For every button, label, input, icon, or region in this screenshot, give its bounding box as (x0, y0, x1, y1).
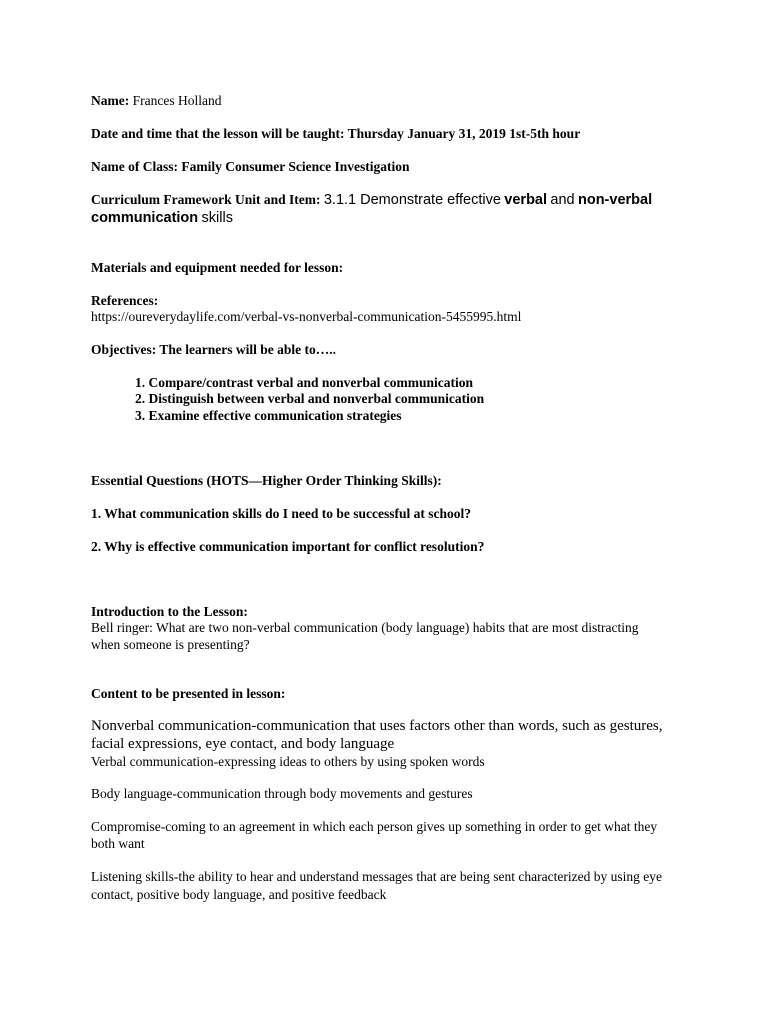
objectives-label: Objectives: The learners will be able to….. (91, 342, 336, 357)
content-listening-line: Listening skills-the ability to hear and understand messages that are being sent characterized by using eye (91, 869, 662, 884)
objective-item: 1. Compare/contrast verbal and nonverbal communication (135, 375, 473, 390)
content-verbal-line: Verbal communication-expressing ideas to others by using spoken words (91, 754, 485, 769)
curriculum-code-text: 3.1.1 Demonstrate effective (323, 192, 501, 208)
introduction-label: Introduction to the Lesson: (91, 604, 248, 619)
references-url: https://oureverydaylife.com/verbal-vs-nonverbal-communication-5455995.html (91, 309, 522, 324)
content-body-language-line: Body language-communication through body movements and gestures (91, 786, 473, 801)
references-label: References: (91, 293, 159, 308)
name-row (91, 92, 221, 109)
content-nonverbal-line: facial expressions, eye contact, and body language (91, 736, 395, 752)
name-label: Name: (91, 93, 130, 108)
curriculum-and: and (550, 192, 575, 208)
essential-question-item: 2. Why is effective communication important for conflict resolution? (91, 539, 485, 554)
class-name-value: Family Consumer Science Investigation (181, 159, 410, 174)
curriculum-verbal: verbal (504, 192, 548, 208)
date-time-row (91, 125, 580, 142)
curriculum-nonverbal: non-verbal (577, 192, 653, 208)
content-label: Content to be presented in lesson: (91, 686, 286, 701)
curriculum-communication: communication (91, 210, 199, 226)
introduction-text-line: Bell ringer: What are two non-verbal communication (body language) habits that are most distracting (91, 620, 639, 635)
essential-questions-label: Essential Questions (HOTS—Higher Order Thinking Skills): (91, 473, 442, 488)
objective-item: 2. Distinguish between verbal and nonverbal communication (135, 391, 485, 406)
objective-item: 3. Examine effective communication strategies (135, 408, 402, 423)
curriculum-row (91, 191, 652, 209)
curriculum-skills: skills (201, 210, 233, 226)
class-name-row (91, 158, 410, 175)
content-listening-line: contact, positive body language, and positive feedback (91, 887, 387, 902)
curriculum-row-2 (91, 209, 233, 227)
content-nonverbal-line: Nonverbal communication-communication that uses factors other than words, such as gestures, (91, 718, 663, 734)
curriculum-label: Curriculum Framework Unit and Item: (91, 192, 321, 207)
essential-question-item: 1. What communication skills do I need to be successful at school? (91, 506, 472, 521)
content-compromise-line: Compromise-coming to an agreement in which each person gives up something in order to get what they (91, 819, 658, 834)
materials-label: Materials and equipment needed for lesson: (91, 260, 344, 275)
class-name-label: Name of Class: (91, 159, 178, 174)
content-compromise-line: both want (91, 836, 145, 851)
introduction-text-line: when someone is presenting? (91, 637, 250, 652)
date-time-label: Date and time that the lesson will be taught: (91, 126, 345, 141)
name-value: Frances Holland (132, 93, 222, 108)
date-time-value: Thursday January 31, 2019 1st-5th hour (347, 126, 581, 141)
